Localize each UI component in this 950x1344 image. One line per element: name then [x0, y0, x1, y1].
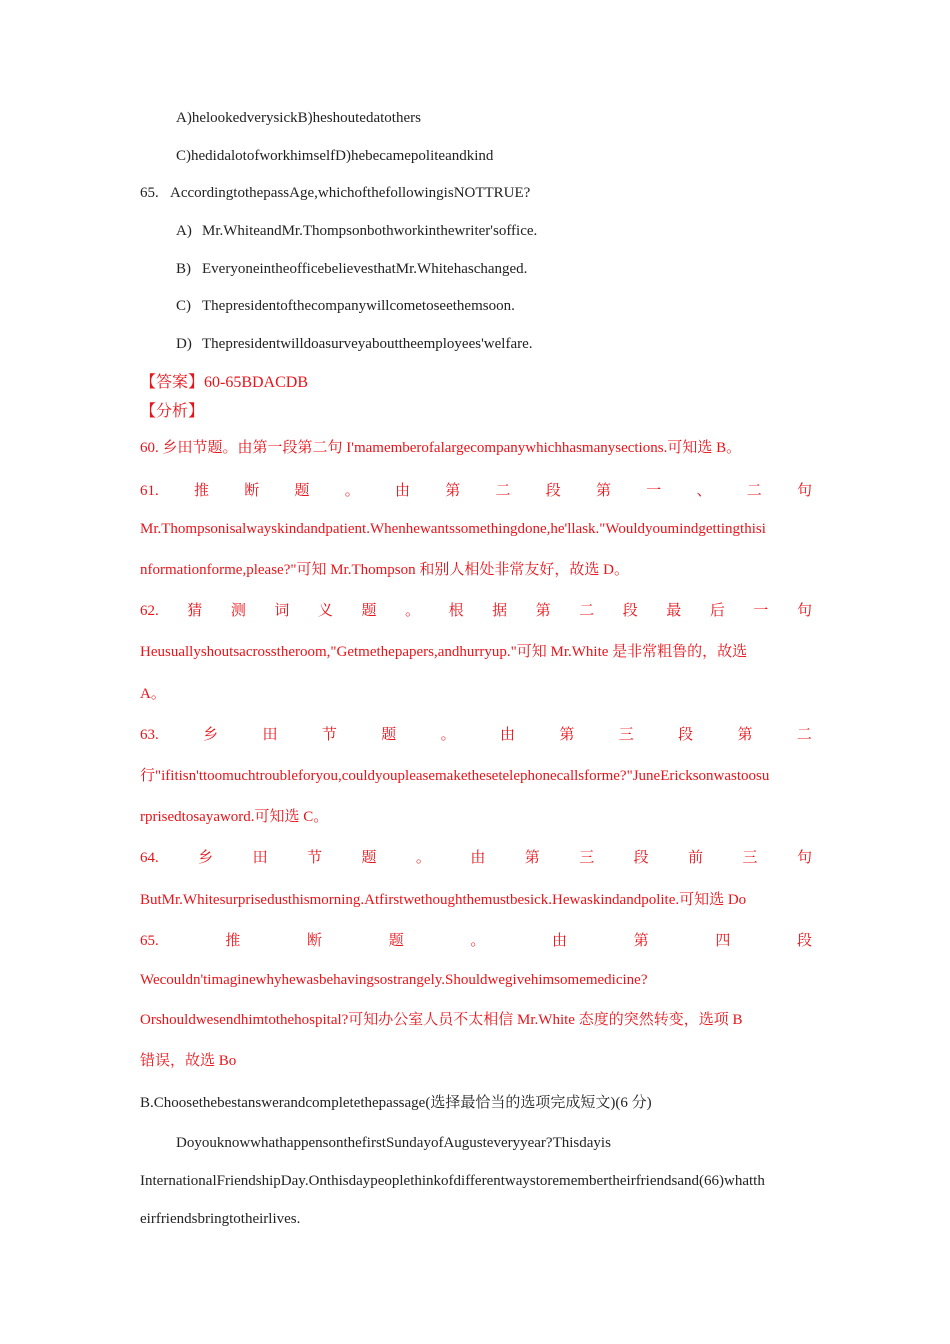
q64-options-cd: C)hedidalotofworkhimselfD)hebecamepoliteandkind [176, 148, 494, 164]
heading-token: 断 [244, 483, 260, 499]
analysis-62-heading [140, 601, 812, 621]
analysis-65-line4: 错误，故选 Bo [140, 1053, 237, 1069]
heading-token: 61. [140, 483, 159, 499]
analysis-63-line2: 行"ifitisn'ttoomuchtroubleforyou,couldyoupleasemakethesetelephonecallsforme?"JuneEricksonwastoosu [140, 768, 770, 784]
analysis-65-line2: Wecouldn'timaginewhyhewasbehavingsostrangely.Shouldwegivehimsomemedicine? [140, 972, 648, 988]
analysis-65-heading [140, 931, 812, 951]
q65-option-b [176, 259, 812, 279]
analysis-62-line2: Heusuallyshoutsacrosstheroom,"Getmethepapers,andhurryup."可知 Mr.White 是非常粗鲁的，故选 [140, 644, 748, 660]
heading-token: 三 [618, 727, 634, 743]
heading-token: 句 [796, 603, 812, 619]
heading-token: 据 [492, 603, 508, 619]
heading-token: 二 [579, 603, 595, 619]
option-text: Thepresidentwilldoasurveyabouttheemployees'welfare. [202, 336, 533, 352]
analysis-61-line3: nformationforme,please?"可知 Mr.Thompson 和别人相处非常友好，故选 D。 [140, 562, 629, 578]
heading-token: 测 [230, 603, 246, 619]
option-letter: D) [176, 336, 192, 352]
heading-token: 由 [470, 850, 486, 866]
heading-token: 题 [381, 727, 397, 743]
passage-line-2: InternationalFriendshipDay.Onthisdaypeoplethinkofdifferentwaystoremembertheirfriendsand(66)whatth [140, 1173, 765, 1189]
option-text: Mr.WhiteandMr.Thompsonbothworkinthewriter'soffice. [202, 223, 538, 239]
heading-token: 节 [321, 727, 337, 743]
analysis-60: 60. 乡田节题。由第一段第二句 I'mamemberofalargecompanywhichhasmanysections.可知选 B。 [140, 440, 742, 456]
q65-stem [140, 183, 812, 203]
heading-token: 根 [448, 603, 464, 619]
heading-token: 段 [545, 483, 561, 499]
analysis-64-heading [140, 848, 812, 868]
heading-token: 二 [746, 483, 762, 499]
heading-token: 一 [646, 483, 662, 499]
answer-key: 【答案】60-65BDACDB [140, 374, 309, 391]
heading-token: 题 [361, 603, 377, 619]
heading-token: 第 [535, 603, 551, 619]
heading-token: 由 [394, 483, 410, 499]
heading-token: 三 [742, 850, 758, 866]
heading-token: 前 [688, 850, 704, 866]
heading-token: 段 [622, 603, 638, 619]
heading-token: 句 [796, 483, 812, 499]
heading-token: 后 [709, 603, 725, 619]
heading-token: 段 [678, 727, 694, 743]
heading-token: 。 [440, 727, 456, 743]
heading-token: 题 [361, 850, 377, 866]
heading-token: 一 [753, 603, 769, 619]
analysis-label: 【分析】 [140, 403, 205, 420]
option-text: Thepresidentofthecompanywillcometoseethemsoon. [202, 298, 515, 314]
heading-token: 猜 [187, 603, 203, 619]
passage-line-1: DoyouknowwhathappensonthefirstSundayofAugusteveryyear?Thisdayis [176, 1135, 611, 1151]
passage-line-3: eirfriendsbringtotheirlives. [140, 1211, 301, 1227]
analysis-62-line3: A。 [140, 686, 166, 702]
question-number: 65. [140, 185, 159, 201]
q65-option-a [176, 221, 812, 241]
heading-token: 段 [796, 933, 812, 949]
section-b-heading: B.Choosethebestanswerandcompletethepassage(选择最恰当的选项完成短文)(6 分) [140, 1095, 652, 1111]
heading-token: 田 [262, 727, 278, 743]
heading-token: 。 [415, 850, 431, 866]
heading-token: 断 [307, 933, 323, 949]
heading-token: 词 [274, 603, 290, 619]
heading-token: 62. [140, 603, 159, 619]
q65-option-c [176, 296, 812, 316]
heading-token: 第 [595, 483, 611, 499]
heading-token: 义 [317, 603, 333, 619]
analysis-61-line2: Mr.Thompsonisalwayskindandpatient.Whenhewantssomethingdone,he'llask."Wouldyoumindgettingthisi [140, 521, 766, 537]
heading-token: 田 [252, 850, 268, 866]
heading-token: 、 [696, 483, 712, 499]
heading-token: 二 [495, 483, 511, 499]
q65-option-d [176, 334, 812, 354]
heading-token: 节 [307, 850, 323, 866]
option-letter: A) [176, 223, 192, 239]
heading-token: 第 [524, 850, 540, 866]
analysis-65-line3: Orshouldwesendhimtothehospital?可知办公室人员不太相信 Mr.White 态度的突然转变，选项 B [140, 1012, 743, 1028]
heading-token: 。 [344, 483, 360, 499]
q64-options-ab: A)helookedverysickB)heshoutedatothers [176, 110, 421, 126]
heading-token: 。 [405, 603, 421, 619]
heading-token: 。 [470, 933, 486, 949]
heading-token: 最 [666, 603, 682, 619]
heading-token: 四 [715, 933, 731, 949]
analysis-64-line2: ButMr.Whitesurprisedusthismorning.Atfirstwethoughthemustbesick.Hewaskindandpolite.可知选 Do [140, 892, 747, 908]
heading-token: 第 [737, 727, 753, 743]
heading-token: 第 [633, 933, 649, 949]
analysis-63-line3: rprisedtosayaword.可知选 C。 [140, 809, 329, 825]
heading-token: 推 [225, 933, 241, 949]
option-letter: C) [176, 298, 191, 314]
heading-token: 题 [294, 483, 310, 499]
heading-token: 推 [193, 483, 209, 499]
question-text: AccordingtothepassAge,whichofthefollowingisNOTTRUE? [170, 185, 531, 201]
heading-token: 65. [140, 933, 159, 949]
heading-token: 由 [552, 933, 568, 949]
analysis-61-heading [140, 481, 812, 501]
analysis-63-heading [140, 725, 812, 745]
heading-token: 64. [140, 850, 159, 866]
heading-token: 三 [579, 850, 595, 866]
heading-token: 第 [445, 483, 461, 499]
heading-token: 63. [140, 727, 159, 743]
heading-token: 由 [499, 727, 515, 743]
heading-token: 二 [796, 727, 812, 743]
heading-token: 乡 [198, 850, 214, 866]
heading-token: 题 [388, 933, 404, 949]
option-letter: B) [176, 261, 191, 277]
heading-token: 段 [633, 850, 649, 866]
heading-token: 第 [559, 727, 575, 743]
heading-token: 句 [796, 850, 812, 866]
option-text: EveryoneintheofficebelievesthatMr.Whitehaschanged. [202, 261, 528, 277]
heading-token: 乡 [203, 727, 219, 743]
